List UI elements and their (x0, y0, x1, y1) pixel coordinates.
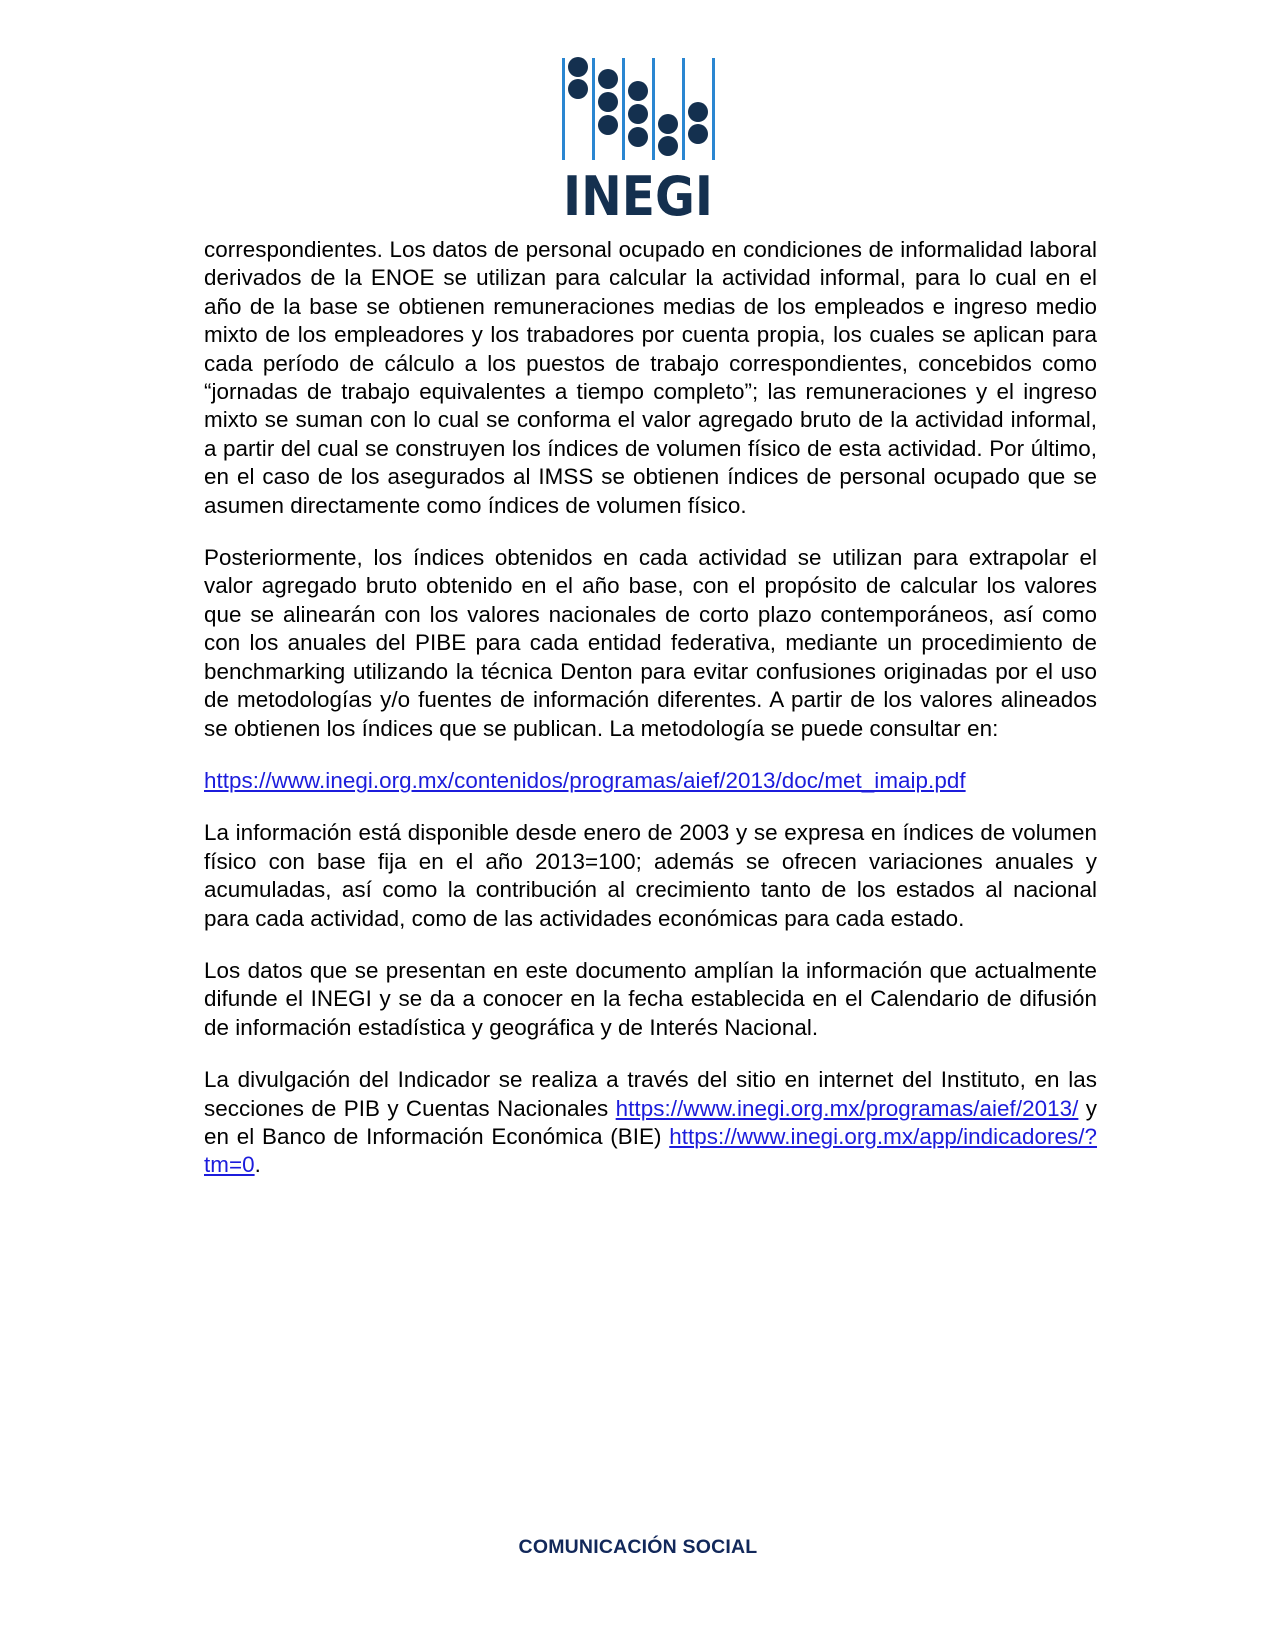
divulgation-text-middle: y en el Banco de Información Económica (BIE) (204, 1095, 1097, 1149)
methodology-pdf-link[interactable]: https://www.inegi.org.mx/contenidos/programas/aief/2013/doc/met_imaip.pdf (204, 767, 966, 793)
paragraph-benchmarking: Posteriormente, los índices obtenidos en cada actividad se utilizan para extrapolar el valor agregado bruto obtenido en el año base, con el propósito de calcular los valores que se alinearán con los valores nacionales de corto plazo contemporáneos, así como con los anuales del PIBE para cada entidad federativa, mediante un procedimiento de benchmarking utilizando la técnica Denton para evitar confusiones originadas por el uso de metodologías y/o fuentes de información diferentes. A partir de los valores alineados se obtienen los índices que se publican. La metodología se puede consultar en: (204, 545, 1097, 741)
aief-program-link[interactable]: https://www.inegi.org.mx/programas/aief/2013/ (615, 1095, 1079, 1121)
logo-wordmark: INEGI (563, 165, 713, 218)
body-text (204, 236, 1097, 1204)
inegi-logo (560, 56, 716, 218)
bie-indicators-link[interactable]: https://www.inegi.org.mx/app/indicadores/?tm=0 (204, 1123, 1097, 1178)
paragraph-methodology-link (204, 767, 1097, 795)
divulgation-text-before: La divulgación del Indicador se realiza a través del sitio en internet del Instituto, en las secciones de PIB y Cuentas Nacionales (204, 1067, 1097, 1121)
inegi-logo-icon (560, 56, 716, 218)
paragraph-availability: La información está disponible desde enero de 2003 y se expresa en índices de volumen físico con base fija en el año 2013=100; además se ofrecen variaciones anuales y acumuladas, así como la contribución al crecimiento tanto de los estados al nacional para cada actividad, como de las actividades económicas para cada estado. (204, 820, 1097, 931)
divulgation-text-after: . (254, 1152, 261, 1178)
footer-label: COMUNICACIÓN SOCIAL (518, 1536, 758, 1558)
paragraph-methodology-informal: correspondientes. Los datos de personal ocupado en condiciones de informalidad laboral derivados de la ENOE se utilizan para calcular la actividad informal, para lo cual en el año de la base se obtienen remuneraciones medias de los empleados e ingreso medio mixto de los empleadores y los trabadores por cuenta propia, los cuales se aplican para cada período de cálculo a los puestos de trabajo correspondientes, concebidos como “jornadas de trabajo equivalentes a tiempo completo”; las remuneraciones y el ingreso mixto se suman con lo cual se conforma el valor agregado bruto de la actividad informal, a partir del cual se construyen los índices de volumen físico de esta actividad. Por último, en el caso de los asegurados al IMSS se obtienen índices de personal ocupado que se asumen directamente como índices de volumen físico. (204, 237, 1097, 518)
paragraph-divulgation (204, 1066, 1097, 1180)
paragraph-dissemination-calendar: Los datos que se presentan en este documento amplían la información que actualmente difunde el INEGI y se da a conocer en la fecha establecida en el Calendario de difusión de información estadística y geográfica y de Interés Nacional. (204, 957, 1097, 1040)
